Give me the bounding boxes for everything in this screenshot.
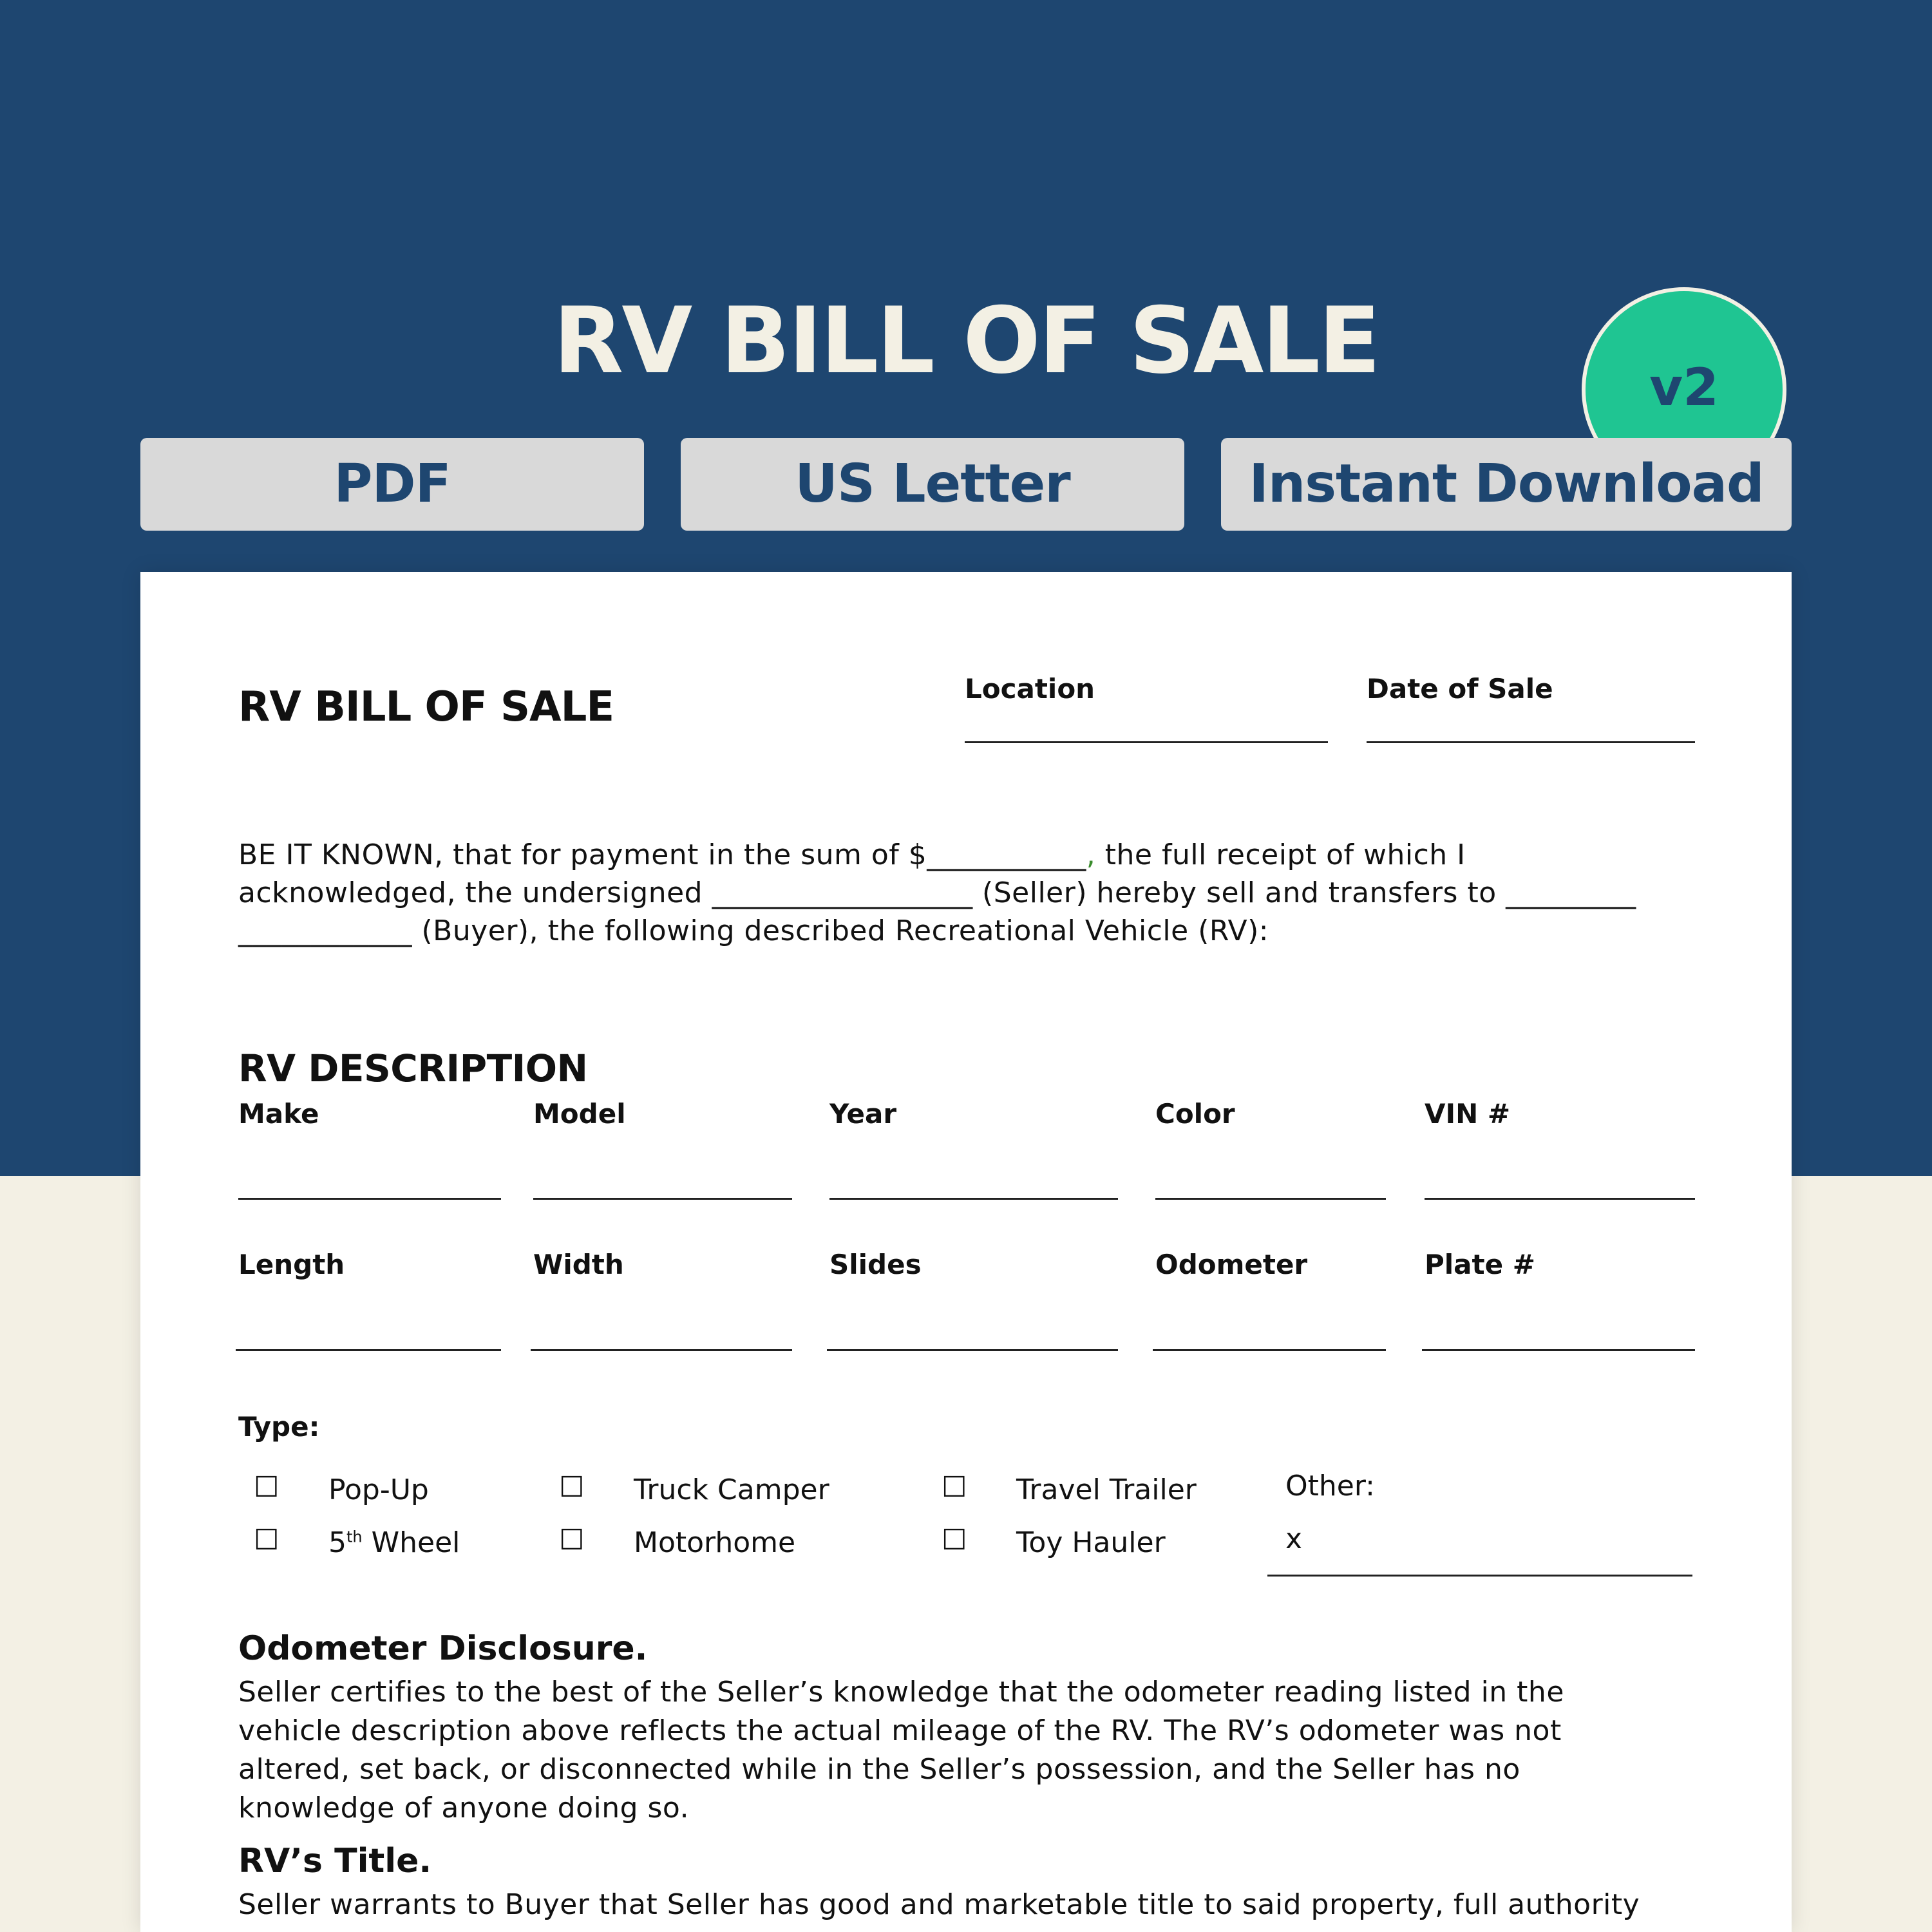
model-label: Model (533, 1098, 626, 1130)
intro-line-1-b: the full receipt of which I (1095, 838, 1466, 871)
year-label: Year (829, 1098, 897, 1130)
slides-field[interactable] (827, 1349, 1118, 1351)
intro-line-1 (238, 836, 1466, 874)
checkbox-pop-up[interactable]: ☐ (254, 1471, 279, 1504)
plate-label: Plate # (1425, 1249, 1535, 1280)
odometer-field[interactable] (1153, 1349, 1386, 1351)
document-page (140, 572, 1792, 1932)
option-toy-hauler: Toy Hauler (1016, 1526, 1166, 1559)
odometer-disclosure-heading: Odometer Disclosure. (238, 1629, 648, 1668)
fifth-wheel-word: Wheel (362, 1526, 460, 1559)
vin-label: VIN # (1425, 1098, 1511, 1130)
color-field[interactable] (1155, 1198, 1386, 1200)
vin-field[interactable] (1425, 1198, 1695, 1200)
option-travel-trailer: Travel Trailer (1016, 1473, 1197, 1506)
other-label: Other: (1285, 1470, 1375, 1502)
type-label: Type: (238, 1411, 320, 1443)
checkbox-truck-camper[interactable]: ☐ (559, 1471, 585, 1504)
color-label: Color (1155, 1098, 1235, 1130)
width-label: Width (533, 1249, 624, 1280)
make-label: Make (238, 1098, 319, 1130)
version-badge-text: v2 (1649, 357, 1719, 417)
odometer-disclosure-line-1: Seller certifies to the best of the Seller’s knowledge that the odometer reading listed in the (238, 1676, 1564, 1709)
checkbox-travel-trailer[interactable]: ☐ (942, 1471, 967, 1504)
make-field[interactable] (238, 1198, 501, 1200)
format-pill-pdf: PDF (140, 438, 644, 531)
odometer-label: Odometer (1155, 1249, 1308, 1280)
date-of-sale-field[interactable] (1367, 741, 1695, 743)
option-truck-camper: Truck Camper (634, 1473, 829, 1506)
checkbox-toy-hauler[interactable]: ☐ (942, 1524, 967, 1557)
rv-title-line-1: Seller warrants to Buyer that Seller has good and marketable title to said property, full authority (238, 1888, 1640, 1921)
location-label: Location (965, 673, 1095, 705)
fifth-wheel-number: 5 (328, 1526, 346, 1559)
width-field[interactable] (531, 1349, 792, 1351)
length-field[interactable] (236, 1349, 501, 1351)
rv-title-heading: RV’s Title. (238, 1842, 432, 1880)
intro-line-2: acknowledged, the undersigned __________________ (Seller) hereby sell and transfers to _________ (238, 876, 1636, 909)
checkbox-motorhome[interactable]: ☐ (559, 1524, 585, 1557)
option-motorhome: Motorhome (634, 1526, 796, 1559)
odometer-disclosure-line-3: altered, set back, or disconnected while in the Seller’s possession, and the Seller has no (238, 1753, 1520, 1786)
fifth-wheel-suffix: th (346, 1528, 363, 1546)
date-of-sale-label: Date of Sale (1367, 673, 1553, 705)
document-title: RV BILL OF SALE (238, 683, 614, 731)
rv-description-heading: RV DESCRIPTION (238, 1046, 588, 1090)
checkbox-fifth-wheel[interactable]: ☐ (254, 1524, 279, 1557)
intro-line-3: ____________ (Buyer), the following described Recreational Vehicle (RV): (238, 914, 1269, 947)
other-value: x (1285, 1522, 1303, 1555)
slides-label: Slides (829, 1249, 922, 1280)
banner-title: RV BILL OF SALE (553, 288, 1379, 394)
year-field[interactable] (829, 1198, 1118, 1200)
plate-field[interactable] (1422, 1349, 1695, 1351)
option-pop-up: Pop-Up (328, 1473, 429, 1506)
odometer-disclosure-line-2: vehicle description above reflects the actual mileage of the RV. The RV’s odometer was not (238, 1714, 1562, 1747)
intro-comma: , (1086, 838, 1096, 871)
option-fifth-wheel (328, 1526, 460, 1560)
location-field[interactable] (965, 741, 1328, 743)
other-field[interactable] (1267, 1575, 1692, 1577)
intro-line-1-a: BE IT KNOWN, that for payment in the sum of $___________ (238, 838, 1086, 871)
odometer-disclosure-line-4: knowledge of anyone doing so. (238, 1792, 690, 1824)
length-label: Length (238, 1249, 345, 1280)
format-pill-us-letter: US Letter (681, 438, 1184, 531)
model-field[interactable] (533, 1198, 792, 1200)
format-pill-instant-download: Instant Download (1221, 438, 1792, 531)
